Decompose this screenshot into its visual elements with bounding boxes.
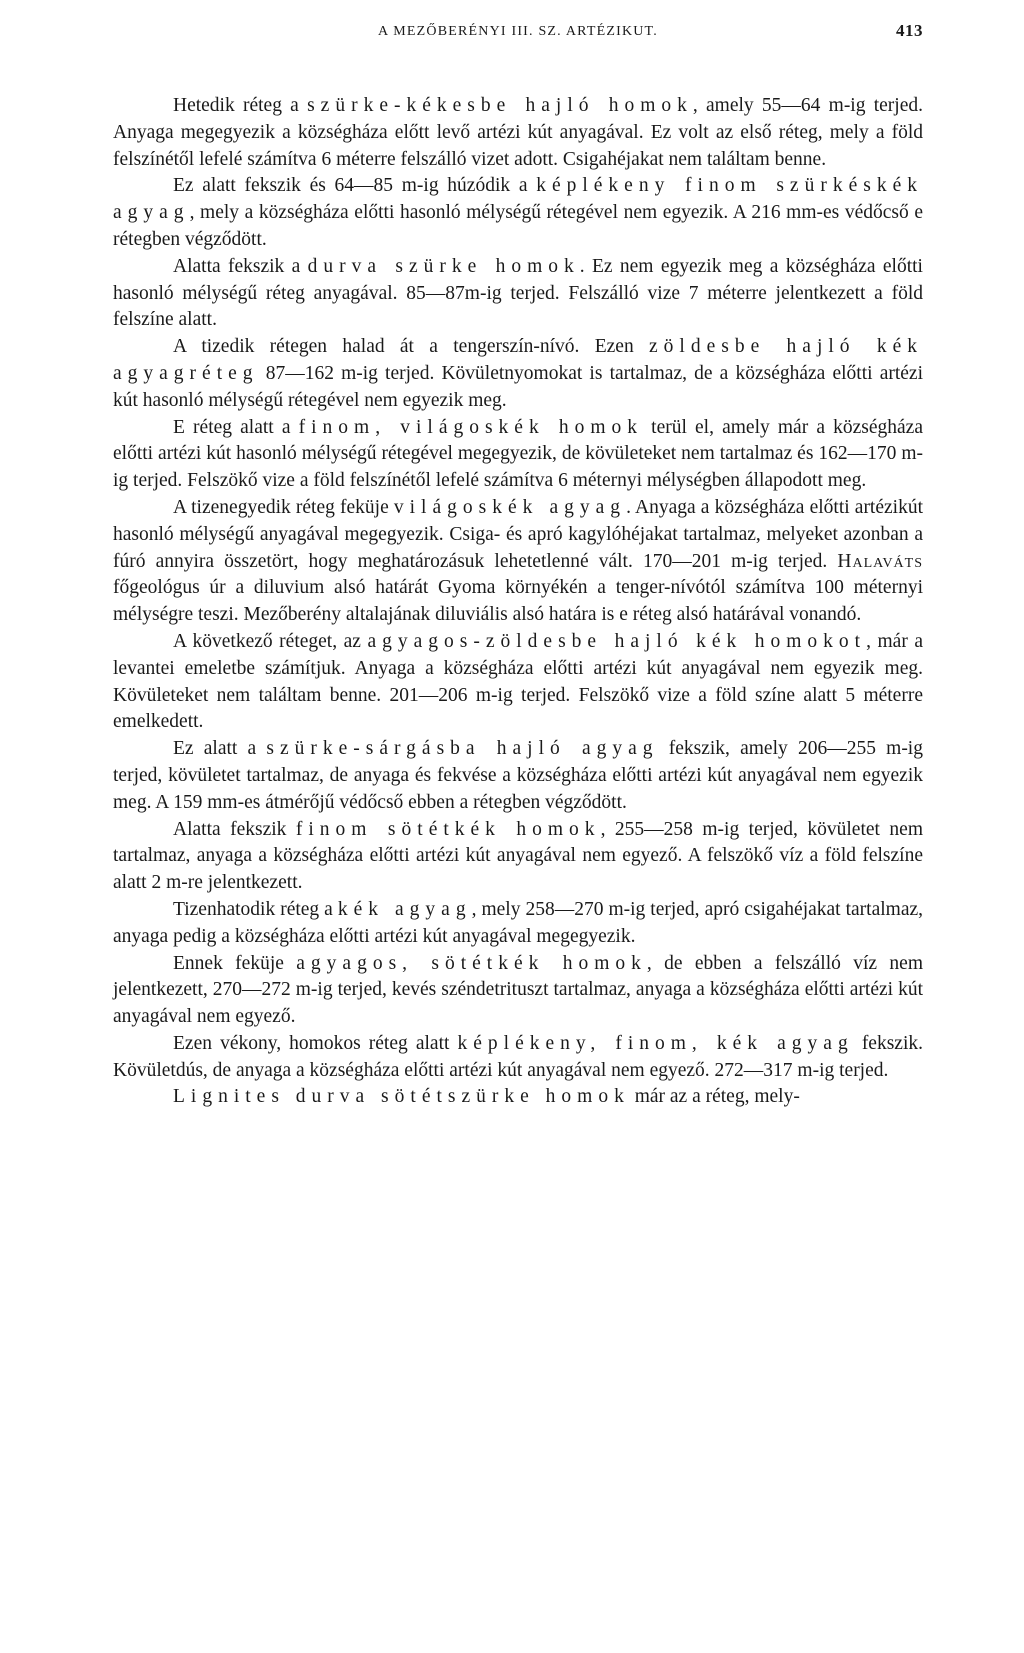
- paragraph: [113, 951, 923, 1031]
- text-run: , amely 55—64 m-ig terjed. Anyaga megegyezik a községháza előtt levő artézi kút anyagával. Ez volt az első réteg, mely a föld felszínétől lefelé számítva 6 méterre felszálló vizet adott. Csigahéjakat nem találtam benne.: [113, 95, 923, 170]
- paragraph: [113, 254, 923, 334]
- paragraph: [113, 495, 923, 629]
- text-run: , mely 258—270 m-ig terjed, apró csigahéjakat tartalmaz, anyaga pedig a községháza előtti artézi kút anyagával megegyezik.: [113, 898, 924, 947]
- text-run: , már a levantei emeletbe számítjuk. Anyaga a községháza előtti artézi kút anyagával nem egyezik meg. Kövületeket nem találtam benne. 201—206 m-ig terjed. Felszökő vize a föld színe alatt 5 méterre emelkedett.: [113, 630, 923, 733]
- text-run: A tizedik rétegen halad át a tengerszín-nívó. Ezen: [173, 336, 650, 358]
- spaced-term: agyagos, sötétkék homok: [296, 952, 647, 974]
- text-run: 87—162 m-ig terjed. Kövületnyomokat is tartalmaz, de a községháza előtti artézi kút hasonló mélységű rétegével nem egyezik meg.: [113, 362, 923, 411]
- page-number: 413: [896, 21, 923, 40]
- spaced-term: agyagos-zöldesbe hajló kék homokot: [367, 630, 867, 652]
- paragraph: [113, 1084, 923, 1111]
- spaced-term: durva szürke homok: [307, 255, 580, 277]
- text-run: A tizenegyedik réteg feküje: [173, 496, 394, 518]
- paragraph: [113, 629, 923, 736]
- text-run: Alatta fekszik: [173, 818, 296, 840]
- text-run: , 255—258 m-ig terjed, kövületet nem tartalmaz, anyaga a községháza előtti artézi kút anyagával nem egyező. A felszökő víz a föld felszíne alatt 2 m-re jelentkezett.: [113, 818, 923, 894]
- text-run: Hetedik réteg a: [173, 95, 308, 116]
- text-run: Ez alatt a: [173, 738, 267, 760]
- text-run: Ennek feküje: [173, 952, 297, 974]
- paragraph: [113, 736, 923, 816]
- text-run: Ez alatt fekszik és 64—85 m-ig húzódik a: [173, 175, 537, 197]
- spaced-term: kék agyag: [337, 898, 472, 920]
- text-run: . Anyaga a községháza előtti artézikút hasonló mélységű anyagával megegyezik. Csiga- és apró kagylóhéjakat tartalmaz, melyeket azonban a fúró annyira összetört, hogy meghatározásuk lehetetlenné vált. 170—201 m-ig terjed.: [113, 496, 923, 572]
- paragraph: [113, 93, 923, 173]
- spaced-term: Lignites durva sötétszürke homok: [173, 1086, 630, 1108]
- spaced-term: szürke-sárgásba hajló agyag: [266, 738, 659, 760]
- text-run: Ezen vékony, homokos réteg alatt: [173, 1032, 458, 1054]
- spaced-term: finom sötétkék homok: [295, 818, 601, 840]
- text-run: fekszik. Kövületdús, de anyaga a községháza előtti artézi kút anyagával nem egyező. 272—317 m-ig terjed.: [113, 1032, 923, 1081]
- spaced-term: szürke-kékesbe hajló homok: [307, 95, 693, 116]
- spaced-term: képlékeny, finom, kék agyag: [457, 1032, 854, 1054]
- spaced-term: világoskék agyag: [393, 496, 627, 518]
- paragraph: [113, 415, 923, 495]
- text-run: Alatta fekszik a: [173, 255, 308, 277]
- text-run: főgeológus úr a diluvium alsó határát Gyoma környékén a tenger-nívótól számítva 100 méternyi mélységre teszi. Mezőberény altalajának diluviális alsó határa is e réteg alsó határával vonandó.: [113, 577, 923, 626]
- paragraph: [113, 817, 923, 897]
- text-run: már az a réteg, mely-: [629, 1086, 800, 1108]
- text-run: , mely a községháza előtti hasonló mélységű rétegével nem egyezik. A 216 mm-es védőcső e rétegben végződött.: [113, 202, 923, 250]
- paragraph: [113, 334, 923, 414]
- text-run: fekszik, amely 206—255 m-ig terjed, kövületet tartalmaz, de anyaga és fekvése a községháza előtti artézi kút anyagával nem egyezik meg. A 159 mm-es átmérőjű védőcső ebben a rétegben végződött.: [113, 738, 923, 813]
- text-run: , de ebben a felszálló víz nem jelentkezett, 270—272 m-ig terjed, kevés széndetrituszt tartalmaz, anyaga a községháza előtti artézi kút anyagával nem egyező.: [113, 952, 923, 1028]
- spaced-term: zöldesbe hajló kék agyagréteg: [113, 336, 923, 384]
- text-run: . Ez nem egyezik meg a községháza előtti hasonló mélységű réteg anyagával. 85—87m-ig terjed. Felszálló vize 7 méterre jelentkezett a föld felszíne alatt.: [113, 255, 923, 331]
- text-run: Tizenhatodik réteg a: [173, 898, 338, 920]
- text-run: A következő réteget, az: [173, 630, 368, 652]
- running-title: A MEZŐBERÉNYI III. SZ. ARTÉZIKUT.: [378, 24, 658, 39]
- text-run: E réteg alatt a: [173, 416, 299, 438]
- paragraph: [113, 897, 923, 951]
- page: [113, 20, 923, 1111]
- spaced-term: képlékeny finom szürkéskék agyag: [113, 175, 923, 224]
- small-caps-name: Halaváts: [837, 550, 923, 572]
- body-text: [113, 93, 923, 1111]
- page-header: [113, 20, 923, 50]
- text-run: terül el, amely már a községháza előtti artézi kút hasonló mélységű rétegével megegyezik, de kövületeket nem tartalmaz és 162—170 m-ig terjed. Felszökő vize a föld felszínétől lefelé számítva 6 méternyi mélységben állapodott meg.: [113, 416, 923, 492]
- spaced-term: finom, világoskék homok: [298, 416, 644, 438]
- paragraph: [113, 173, 923, 253]
- paragraph: [113, 1031, 923, 1085]
